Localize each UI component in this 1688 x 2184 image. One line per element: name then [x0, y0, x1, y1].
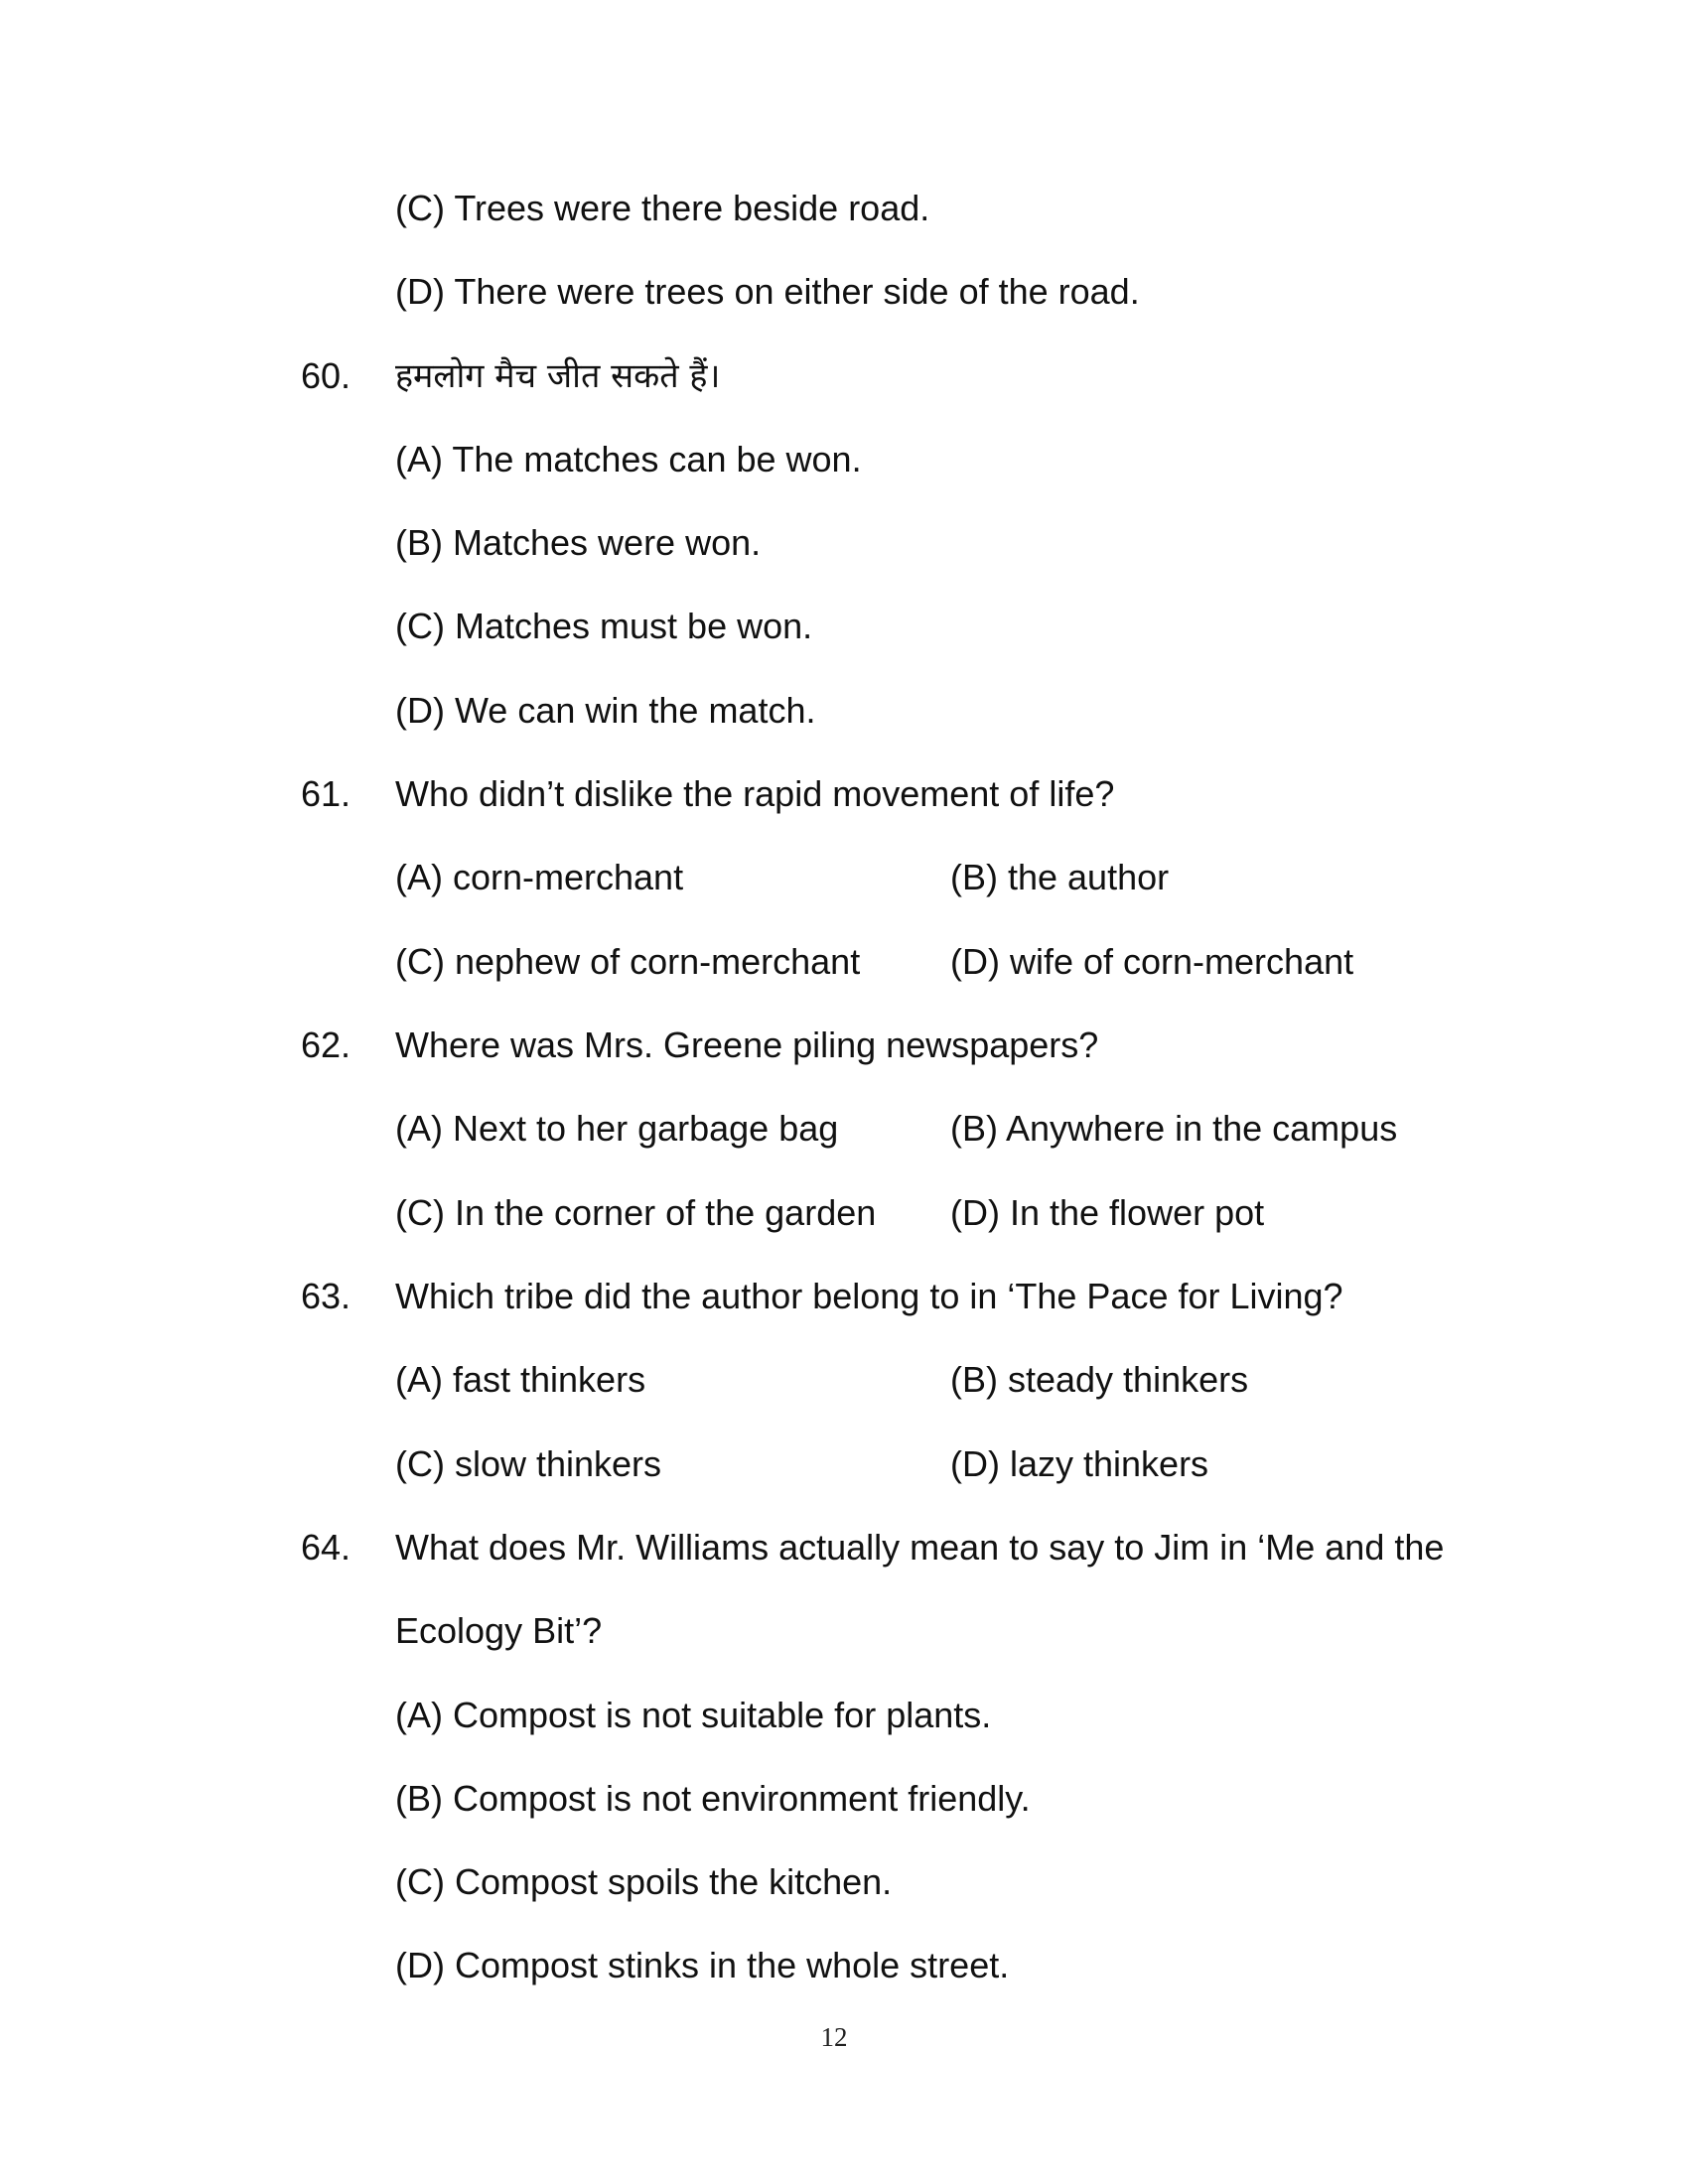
option-59-c: (C) Trees were there beside road. — [395, 188, 930, 228]
option-60-d: (D) We can win the match. — [395, 690, 816, 731]
option-64-d: (D) Compost stinks in the whole street. — [395, 1945, 1010, 1985]
question-number-60: 60. — [301, 355, 352, 396]
question-text-64-line2: Ecology Bit’? — [395, 1610, 603, 1651]
option-64-a: (A) Compost is not suitable for plants. — [395, 1695, 992, 1735]
page-number: 12 — [820, 2022, 848, 2052]
option-62-b: (B) Anywhere in the campus — [950, 1108, 1398, 1149]
option-63-d: (D) lazy thinkers — [950, 1443, 1209, 1484]
option-63-b: (B) steady thinkers — [950, 1359, 1249, 1400]
question-number-62: 62. — [301, 1024, 352, 1065]
option-62-d: (D) In the flower pot — [950, 1192, 1265, 1233]
question-text-62: Where was Mrs. Greene piling newspapers? — [395, 1024, 1099, 1065]
option-63-a: (A) fast thinkers — [395, 1359, 646, 1400]
option-63-c: (C) slow thinkers — [395, 1443, 662, 1484]
option-61-a: (A) corn-merchant — [395, 857, 684, 897]
option-59-d: (D) There were trees on either side of the road. — [395, 271, 1140, 312]
question-number-61: 61. — [301, 773, 352, 814]
question-text-61: Who didn’t dislike the rapid movement of life? — [395, 773, 1115, 814]
option-62-a: (A) Next to her garbage bag — [395, 1108, 839, 1149]
question-text-60: हमलोग मैच जीत सकते हैं। — [395, 356, 721, 396]
option-60-c: (C) Matches must be won. — [395, 606, 813, 646]
question-text-63: Which tribe did the author belong to in ‘The Pace for Living? — [395, 1276, 1343, 1316]
option-64-c: (C) Compost spoils the kitchen. — [395, 1861, 893, 1902]
option-64-b: (B) Compost is not environment friendly. — [395, 1778, 1031, 1819]
option-60-b: (B) Matches were won. — [395, 522, 762, 563]
option-60-a: (A) The matches can be won. — [395, 439, 862, 479]
question-number-63: 63. — [301, 1276, 352, 1316]
option-61-d: (D) wife of corn-merchant — [950, 941, 1354, 982]
question-text-64-line1: What does Mr. Williams actually mean to say to Jim in ‘Me and the — [395, 1527, 1445, 1568]
option-62-c: (C) In the corner of the garden — [395, 1192, 877, 1233]
option-61-b: (B) the author — [950, 857, 1170, 897]
option-61-c: (C) nephew of corn-merchant — [395, 941, 861, 982]
question-number-64: 64. — [301, 1527, 352, 1568]
